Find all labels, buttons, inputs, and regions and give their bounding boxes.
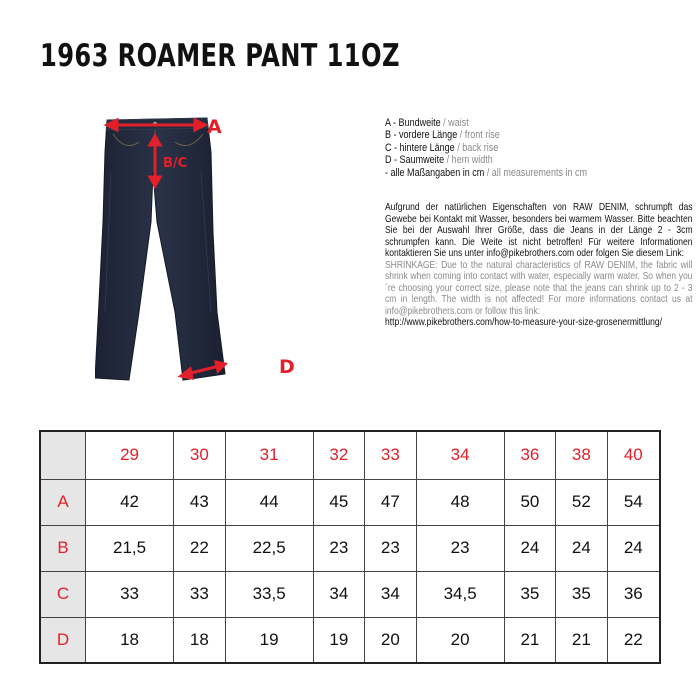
- table-cell: 21,5: [86, 525, 174, 571]
- label-d: D: [279, 356, 295, 378]
- table-cell: 33: [86, 571, 174, 617]
- legend-item-c: C - hintere Länge / back rise: [385, 141, 499, 154]
- size-header-cell: 38: [556, 431, 607, 479]
- shrinkage-note: [385, 202, 693, 329]
- table-cell: 34,5: [416, 571, 504, 617]
- row-label: D: [40, 617, 86, 663]
- table-cell: 22,5: [225, 525, 313, 571]
- table-row: [40, 479, 660, 525]
- table-cell: 35: [504, 571, 555, 617]
- size-header-cell: 34: [416, 431, 504, 479]
- table-corner: [40, 431, 86, 479]
- page-title: 1963 ROAMER PANT 11OZ: [40, 38, 400, 74]
- table-cell: 24: [607, 525, 660, 571]
- table-cell: 47: [365, 479, 416, 525]
- size-header-cell: 40: [607, 431, 660, 479]
- table-cell: 18: [174, 617, 225, 663]
- table-cell: 52: [556, 479, 607, 525]
- table-cell: 19: [225, 617, 313, 663]
- legend-item-d: D - Saumweite / hem width: [385, 154, 493, 167]
- label-bc: B/C: [163, 156, 188, 171]
- table-cell: 18: [86, 617, 174, 663]
- size-header-cell: 31: [225, 431, 313, 479]
- table-cell: 24: [504, 525, 555, 571]
- table-row: [40, 617, 660, 663]
- size-header-row: [40, 431, 660, 479]
- table-row: [40, 571, 660, 617]
- table-row: [40, 525, 660, 571]
- table-cell: 23: [313, 525, 364, 571]
- table-cell: 23: [365, 525, 416, 571]
- table-cell: 44: [225, 479, 313, 525]
- legend-item-b: B - vordere Länge / front rise: [385, 129, 500, 142]
- size-header-cell: 29: [86, 431, 174, 479]
- jeans-diagram: [95, 112, 305, 387]
- table-cell: 36: [607, 571, 660, 617]
- size-header-cell: 32: [313, 431, 364, 479]
- note-english: SHRINKAGE: Due to the natural characteristics of RAW DENIM, the fabric will shrink when coming into contact with water, especially warm water. So when you´re choosing your correct size, please note that the jeans can shrink up to 2 - 3 cm in length. The width is not affected! For more informations contact us at info@pikebrothers.com or follow this link:: [385, 259, 693, 317]
- legend-item-units: - alle Maßangaben in cm / all measurements in cm: [385, 166, 588, 179]
- row-label: B: [40, 525, 86, 571]
- table-cell: 48: [416, 479, 504, 525]
- table-cell: 22: [607, 617, 660, 663]
- table-cell: 24: [556, 525, 607, 571]
- row-label: A: [40, 479, 86, 525]
- table-cell: 34: [313, 571, 364, 617]
- measurement-arrows: [95, 112, 305, 387]
- size-header-cell: 30: [174, 431, 225, 479]
- label-a: A: [207, 116, 222, 138]
- table-cell: 50: [504, 479, 555, 525]
- table-cell: 21: [504, 617, 555, 663]
- measurement-legend: [385, 117, 631, 179]
- table-cell: 20: [416, 617, 504, 663]
- table-cell: 33,5: [225, 571, 313, 617]
- legend-item-a: A - Bundweite / waist: [385, 117, 469, 129]
- table-cell: 23: [416, 525, 504, 571]
- table-cell: 42: [86, 479, 174, 525]
- table-cell: 19: [313, 617, 364, 663]
- table-cell: 45: [313, 479, 364, 525]
- size-header-cell: 36: [504, 431, 555, 479]
- row-label: C: [40, 571, 86, 617]
- table-cell: 43: [174, 479, 225, 525]
- table-cell: 35: [556, 571, 607, 617]
- table-cell: 21: [556, 617, 607, 663]
- table-cell: 34: [365, 571, 416, 617]
- table-cell: 22: [174, 525, 225, 571]
- size-chart-table: [39, 430, 661, 664]
- measure-link[interactable]: http://www.pikebrothers.com/how-to-measure-your-size-grosenermittlung/: [385, 317, 663, 328]
- table-cell: 20: [365, 617, 416, 663]
- note-german: Aufgrund der natürlichen Eigenschaften von RAW DENIM, schrumpft das Gewebe bei Kontakt mit Wasser, besonders bei warmem Wasser. Bitte beachten Sie bei der Auswahl Ihrer Größe, dass die Jeans in der Länge 2 - 3cm schrumpfen kann. Die Weite ist nicht betroffen! Für weitere Informationen kontaktieren Sie uns unter info@pikebrothers.com oder folgen Sie diesem Link:: [385, 202, 693, 259]
- size-header-cell: 33: [365, 431, 416, 479]
- table-cell: 54: [607, 479, 660, 525]
- table-cell: 33: [174, 571, 225, 617]
